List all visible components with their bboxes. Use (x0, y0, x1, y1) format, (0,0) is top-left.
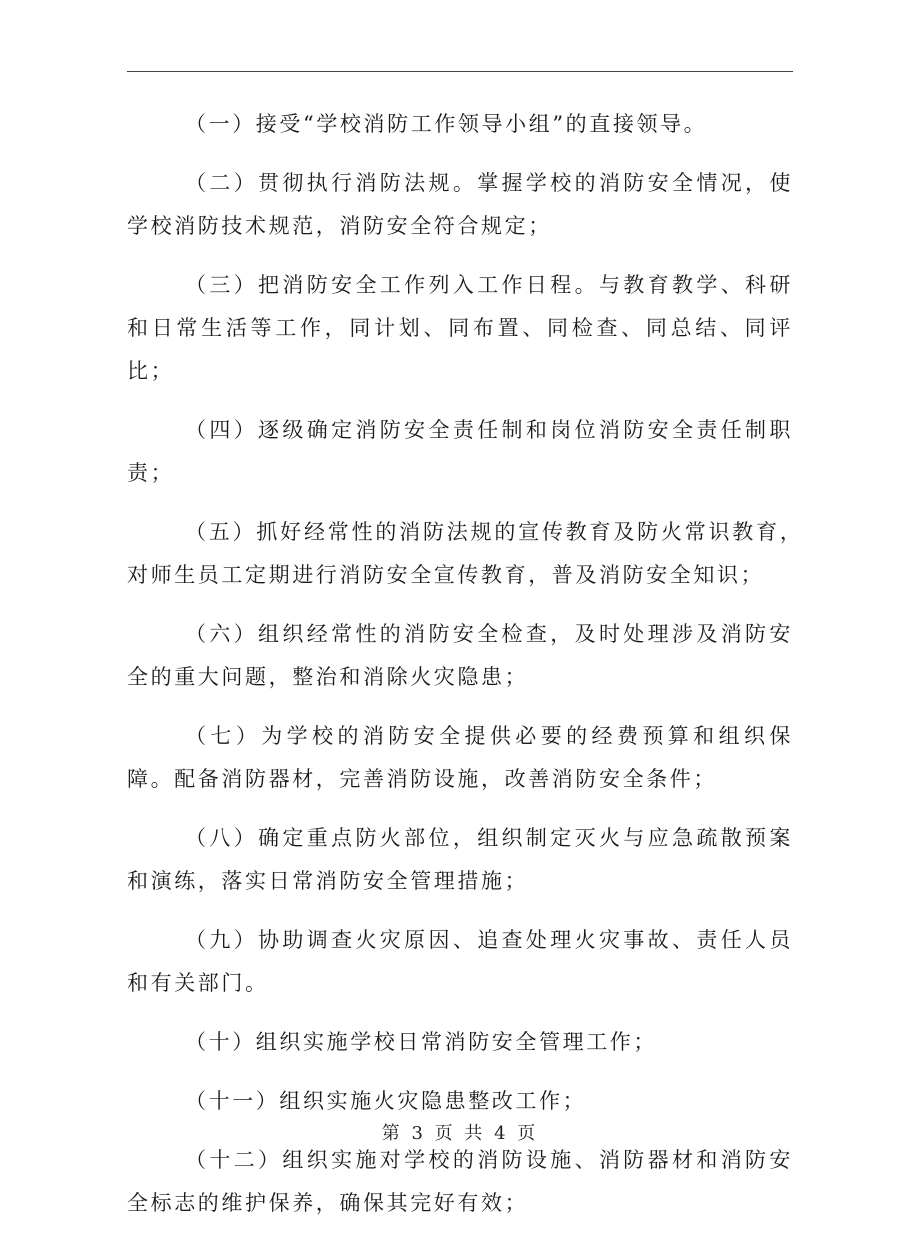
page-number-footer: 第 3 页 共 4 页 (381, 1123, 539, 1144)
paragraph-4: （四）逐级确定消防安全责任制和岗位消防安全责任制职责； (127, 418, 793, 485)
paragraph-7: （七）为学校的消防安全提供必要的经费预算和组织保障。配备消防器材，完善消防设施，改善消防安全条件； (127, 724, 793, 791)
paragraph-1: （一）接受“学校消防工作领导小组”的直接领导。 (185, 112, 708, 136)
header-divider (127, 71, 793, 72)
paragraph-2: （二）贯彻执行消防法规。掌握学校的消防安全情况，使学校消防技术规范，消防安全符合规定； (127, 171, 793, 238)
paragraph-11: （十一）组织实施火灾隐患整改工作； (185, 1089, 587, 1113)
document-body (127, 103, 841, 1241)
paragraph-5: （五）抓好经常性的消防法规的宣传教育及防火常识教育， 对师生员工定期进行消防安全宣传教育，普及消防安全知识； (127, 520, 841, 587)
paragraph-3: （三）把消防安全工作列入工作日程。与教育教学、科研和日常生活等工作，同计划、同布置、同检查、同总结、同评比； (127, 273, 793, 383)
paragraph-6: （六）组织经常性的消防安全检查，及时处理涉及消防安全的重大问题，整治和消除火灾隐患； (127, 622, 793, 689)
paragraph-12: （十二）组织实施对学校的消防设施、消防器材和消防安全标志的维护保养，确保其完好有效； (127, 1148, 793, 1215)
paragraph-9: （九）协助调查火灾原因、追查处理火灾事故、责任人员和有关部门。 (127, 928, 793, 995)
paragraph-8: （八）确定重点防火部位，组织制定灭火与应急疏散预案和演练，落实日常消防安全管理措施； (127, 826, 793, 893)
paragraph-10: （十）组织实施学校日常消防安全管理工作； (185, 1030, 657, 1054)
